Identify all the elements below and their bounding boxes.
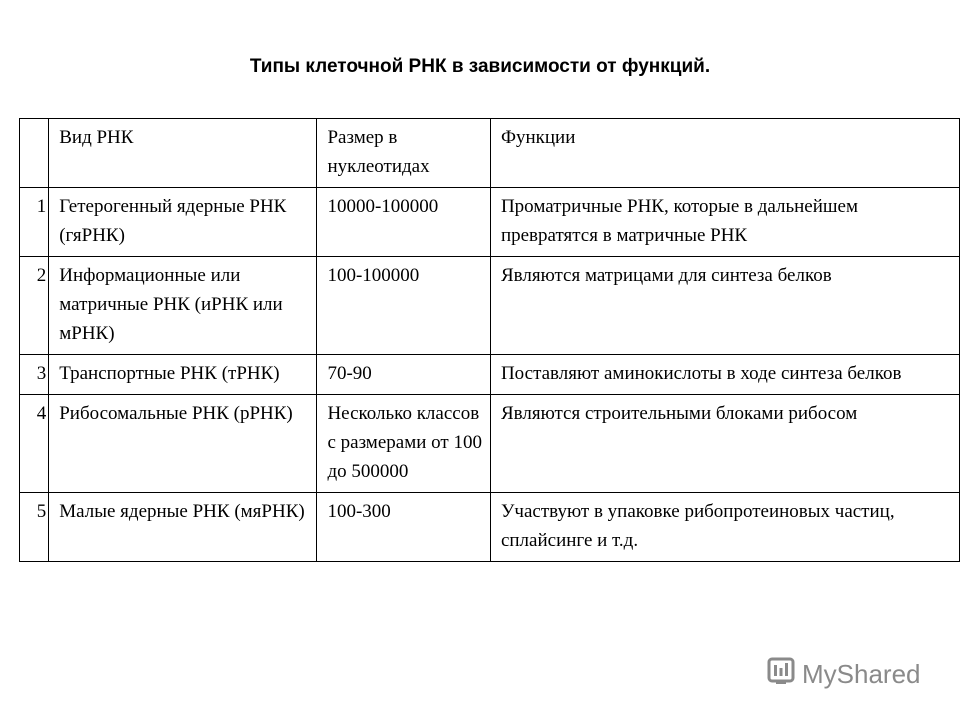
myshared-logo-icon [766, 656, 802, 693]
row-function-cell: Являются матрицами для синтеза белков [490, 257, 959, 355]
row-name-cell: Гетерогенный ядерные РНК (гяРНК) [49, 188, 317, 257]
row-name-cell: Рибосомальные РНК (рРНК) [49, 395, 317, 493]
row-size-cell: 70-90 [317, 355, 491, 395]
header-name-cell: Вид РНК [49, 119, 317, 188]
row-function-cell: Проматричные РНК, которые в дальнейшем превратятся в матричные РНК [490, 188, 959, 257]
row-name-cell: Малые ядерные РНК (мяРНК) [49, 493, 317, 562]
row-num-cell: 1 [20, 188, 49, 257]
myshared-watermark [766, 656, 921, 693]
row-size-cell: 100-300 [317, 493, 491, 562]
page-title: Типы клеточной РНК в зависимости от функций. [249, 56, 711, 77]
row-name-cell: Информационные или матричные РНК (иРНК или мРНК) [49, 257, 317, 355]
table-header-row [20, 119, 960, 188]
row-size-cell: 100-100000 [317, 257, 491, 355]
table-row [20, 355, 960, 395]
row-num-cell: 5 [20, 493, 49, 562]
row-num-cell: 4 [20, 395, 49, 493]
row-size-cell: 10000-100000 [317, 188, 491, 257]
row-function-cell: Участвуют в упаковке рибопротеиновых частиц, сплайсинге и т.д. [490, 493, 959, 562]
table-row [20, 257, 960, 355]
row-function-cell: Являются строительными блоками рибосом [490, 395, 959, 493]
rna-types-table [19, 118, 960, 562]
row-function-cell: Поставляют аминокислоты в ходе синтеза белков [490, 355, 959, 395]
row-num-cell: 2 [20, 257, 49, 355]
header-size-cell: Размер в нуклеотидах [317, 119, 491, 188]
myshared-logo-text: MyShared [802, 659, 921, 689]
header-num-cell [20, 119, 49, 188]
table-row [20, 188, 960, 257]
row-name-cell: Транспортные РНК (тРНК) [49, 355, 317, 395]
row-num-cell: 3 [20, 355, 49, 395]
table-row [20, 493, 960, 562]
header-function-cell: Функции [490, 119, 959, 188]
table-row [20, 395, 960, 493]
row-size-cell: Несколько классов с размерами от 100 до 500000 [317, 395, 491, 493]
